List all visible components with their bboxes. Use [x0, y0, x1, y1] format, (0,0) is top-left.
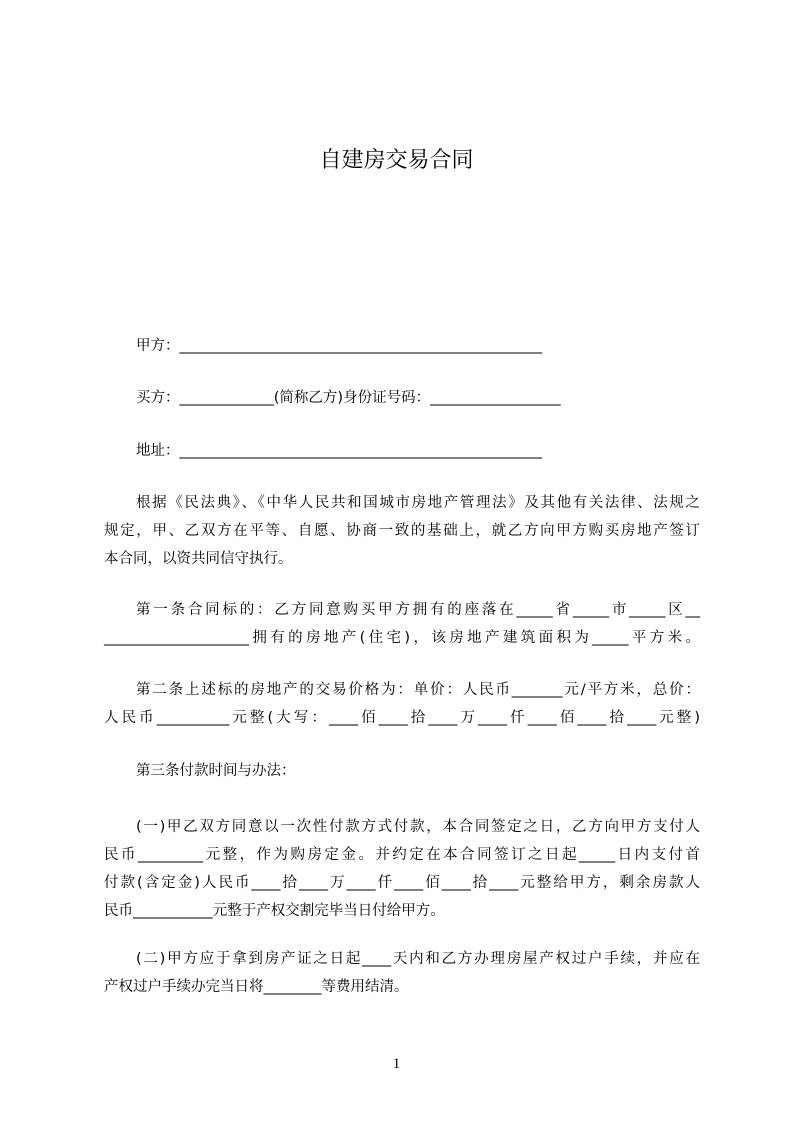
article2-line: 第二条上述标的房地产的交易价格为：单价：人民币_______元/平方米，总价：	[136, 682, 700, 698]
preamble-line: 规定，甲、乙双方在平等、自愿、协商一致的基础上，就乙方向甲方购买房地产签订	[104, 523, 700, 539]
preamble-line: 根据《民法典》、《中华人民共和国城市房地产管理法》及其他有关法律、法规之	[136, 495, 700, 511]
document-title: 自建房交易合同	[319, 148, 474, 173]
page-number: 1	[392, 1056, 401, 1072]
article2-line: 人民币__________元整(大写：____佰____拾____万____仟____佰____拾____元整)	[104, 710, 700, 726]
article1-line: ____________________拥有的房地产(住宅)，该房地产建筑面积为_____平方米。	[104, 630, 700, 646]
article1-line: 第一条合同标的：乙方同意购买甲方拥有的座落在_____省_____市_____区__	[136, 602, 700, 618]
clause1-line: (一)甲乙双方同意以一次性付款方式付款，本合同签定之日，乙方向甲方支付人	[136, 819, 700, 835]
article3-heading: 第三条付款时间与办法：	[136, 763, 296, 779]
clause1-line: 民币___________元整于产权交割完毕当日付给甲方。	[104, 903, 445, 919]
buyer-field: 买方：_____________(简称乙方)身份证号码：__________________	[136, 390, 561, 406]
clause2-line: 产权过户手续办完当日将________等费用结清。	[104, 979, 409, 995]
preamble-line: 本合同，以资共同信守执行。	[104, 551, 293, 567]
clause1-line: 民币_________元整，作为购房定金。并约定在本合同签订之日起_____日内支付首	[104, 847, 700, 863]
address-field: 地址：__________________________________________________	[136, 443, 542, 459]
party-a-field: 甲方：__________________________________________________	[136, 338, 542, 354]
clause2-line: (二)甲方应于拿到房产证之日起____天内和乙方办理房屋产权过户手续，并应在	[136, 951, 700, 967]
clause1-line: 付款(含定金)人民币____拾____万____仟____佰____拾____元整给甲方，剩余房款人	[104, 875, 700, 891]
